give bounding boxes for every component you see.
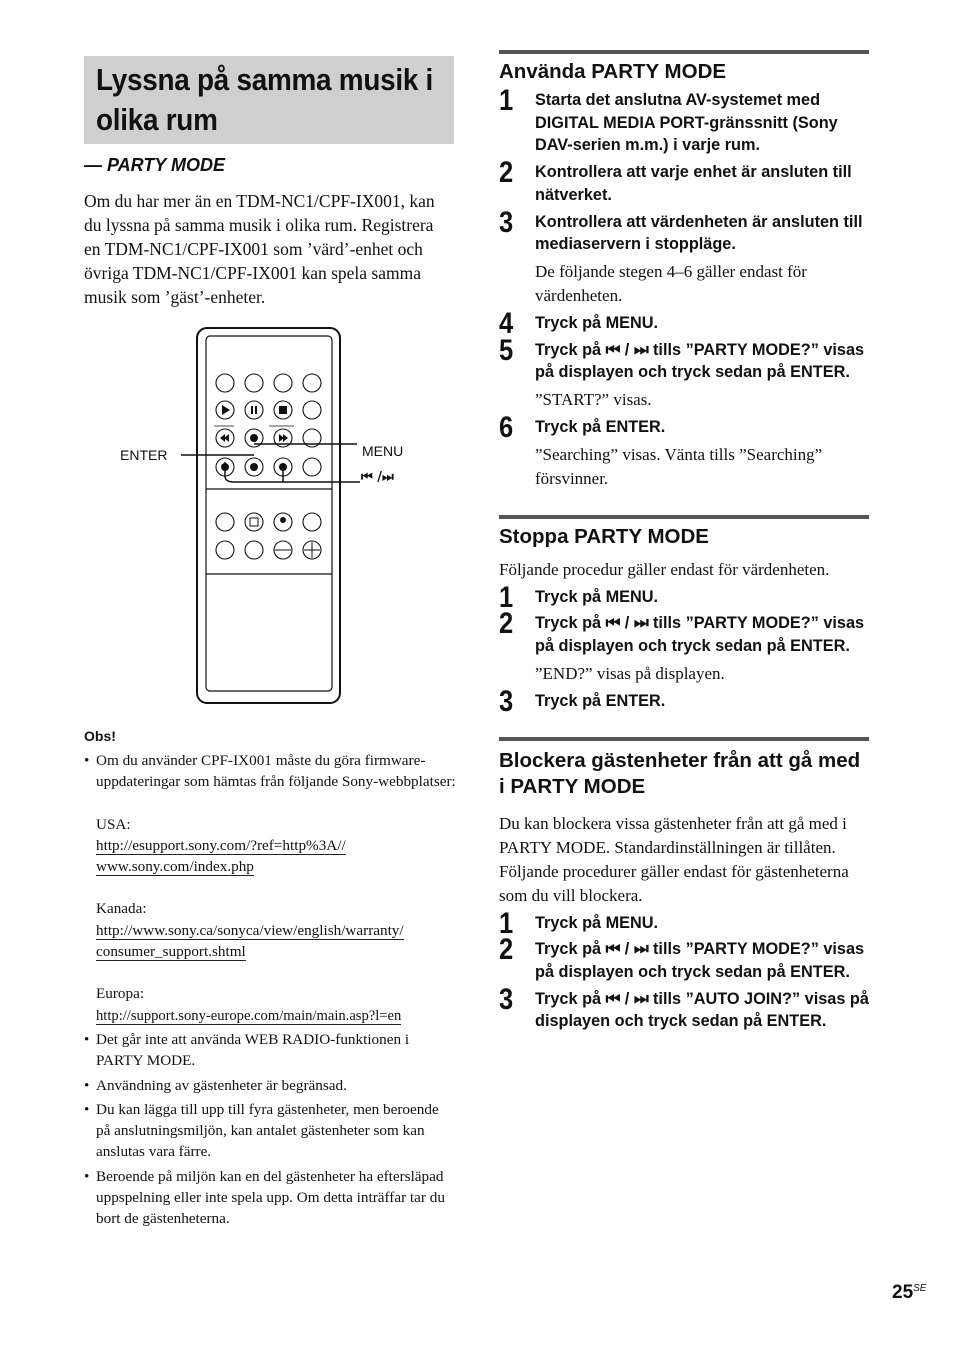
page-number: $25^{SE}$ (892, 1282, 927, 1303)
left-column (84, 56, 456, 1228)
kanada-label: Kanada: (96, 900, 147, 918)
obs-list (84, 750, 456, 1233)
step-item (499, 906, 869, 940)
steps-list (499, 906, 869, 1034)
step-number: 1 (499, 580, 514, 614)
step-item (499, 306, 869, 340)
usa-link[interactable]: http://esupport.sony.com/?ref=http%3A// www.sony.com/index.php (96, 836, 346, 876)
europa-link[interactable]: http://support.sony-europe.com/main/main.asp?l=en (96, 1007, 402, 1024)
title-box (84, 56, 454, 144)
step-item (499, 333, 869, 412)
section-intro-2: Följande procedurer gäller endast för gästenheterna som du vill blockera. (499, 861, 849, 905)
step-text: Tryck på MENU. (535, 587, 659, 606)
step-number: 1 (499, 906, 514, 940)
step-item (499, 607, 869, 685)
step-text: Tryck på ⏮ / ⏭ tills ”AUTO JOIN?” visas på displayen och tryck sedan på ENTER. (535, 989, 869, 1031)
step-text: Kontrollera att varje enhet är ansluten till nätverket. (535, 163, 852, 204)
europa-label: Europa: (96, 985, 145, 1003)
obs-title: Obs! (84, 728, 116, 744)
remote-control-icon (84, 324, 454, 709)
step-item (499, 205, 869, 308)
step-note: ”Searching” visas. Vänta tills ”Searching” försvinner. (535, 444, 823, 488)
prev-next-label: ⏮ /⏭ (361, 470, 394, 485)
step-item (499, 982, 869, 1033)
enter-label: ENTER (120, 447, 168, 463)
step-item (499, 933, 869, 983)
section-heading: Använda PARTY MODE (499, 60, 727, 83)
step-number: 3 (499, 205, 514, 239)
obs-item-web-radio: • Det går inte att använda WEB RADIO-funktionen i PARTY MODE. (84, 1029, 456, 1072)
obs-item-firmware: • Om du använder CPF-IX001 måste du göra firmware-uppdateringar som hämtas från följande Sony-webbplatser: USA: http://esupport.sony.com/?ref=http%3A// www.sony.com/index.php Kanada: http://www.sony.ca/sonyca/view/english/warranty/ consumer_support.shtml Europa: http://support.sony-europe.com/main/main.asp?l=en (84, 750, 456, 1026)
step-item (499, 411, 869, 491)
step-text: Kontrollera att värdenheten är ansluten till mediaservern i stoppläge. (535, 212, 863, 254)
section-intro: Följande procedur gäller endast för värdenheten. (499, 559, 830, 579)
steps-list (499, 580, 869, 718)
step-note: De följande stegen 4–6 gäller endast för värdenheten. (535, 261, 807, 305)
step-number: 2 (499, 607, 514, 641)
page-subtitle: — PARTY MODE (84, 155, 226, 175)
step-number: 2 (499, 156, 514, 190)
steps-list (499, 84, 869, 491)
step-text: Tryck på ENTER. (535, 691, 666, 710)
step-number: 2 (499, 933, 514, 967)
right-column (499, 50, 869, 1033)
step-item (499, 580, 869, 614)
obs-item-guest-count: • Du kan lägga till upp till fyra gästenheter, men beroende på anslutningsmiljön, kan antalet gästenheter som kan anslutas vara färre. (84, 1099, 456, 1163)
obs-item-limited: • Användning av gästenheter är begränsad. (84, 1075, 456, 1096)
step-item (499, 156, 869, 206)
section-use-party-mode (499, 50, 869, 491)
step-text: Tryck på ⏮ / ⏭ tills ”PARTY MODE?” visas på displayen och tryck sedan på ENTER. (535, 614, 865, 656)
step-number: 3 (499, 684, 514, 718)
section-intro: Du kan blockera vissa gästenheter från att gå med i PARTY MODE. Standardinställningen är tillåten. (499, 813, 847, 857)
menu-label: MENU (362, 443, 404, 459)
step-number: 4 (499, 306, 514, 340)
page-title: Lyssna på samma musik i olika rum (96, 62, 434, 137)
section-heading: Stoppa PARTY MODE (499, 524, 709, 548)
remote-illustration (84, 324, 454, 709)
step-text: Tryck på MENU. (535, 313, 659, 332)
usa-label: USA: (96, 815, 131, 833)
section-heading: Blockera gästenheter från att gå med i PARTY MODE (499, 748, 861, 798)
section-stop-party-mode (499, 515, 869, 718)
step-number: 1 (499, 84, 514, 117)
step-text: Tryck på ⏮ / ⏭ tills ”PARTY MODE?” visas på displayen och tryck sedan på ENTER. (535, 340, 865, 382)
kanada-link[interactable]: http://www.sony.ca/sonyca/view/english/warranty/ consumer_support.shtml (96, 921, 404, 961)
step-item (499, 84, 869, 157)
step-text: Tryck på ⏮ / ⏭ tills ”PARTY MODE?” visas på displayen och tryck sedan på ENTER. (535, 940, 865, 981)
step-text: Tryck på MENU. (535, 913, 659, 932)
step-text: Starta det anslutna AV-systemet med DIGITAL MEDIA PORT-gränssnitt (Sony DAV-serien m.m.) i varje rum. (535, 91, 838, 155)
obs-item-delay: • Beroende på miljön kan en del gästenheter ha eftersläpad uppspelning eller inte spela upp. Om detta inträffar tar du bort de gästenheterna. (84, 1166, 456, 1230)
step-text: Tryck på ENTER. (535, 418, 666, 437)
step-number: 6 (499, 411, 514, 445)
intro-paragraph: Om du har mer än en TDM-NC1/CPF-IX001, kan du lyssna på samma musik i olika rum. Registrera en TDM-NC1/CPF-IX001 som ’värd’-enhet och övriga TDM-NC1/CPF-IX001 kan spela samma musik som ’gäst’-enheter. (84, 191, 435, 307)
section-block-guests (499, 737, 869, 1034)
step-note: ”END?” visas på displayen. (535, 663, 725, 683)
step-number: 5 (499, 333, 514, 367)
step-note: ”START?” visas. (535, 390, 652, 410)
step-item (499, 684, 869, 718)
step-number: 3 (499, 982, 514, 1016)
